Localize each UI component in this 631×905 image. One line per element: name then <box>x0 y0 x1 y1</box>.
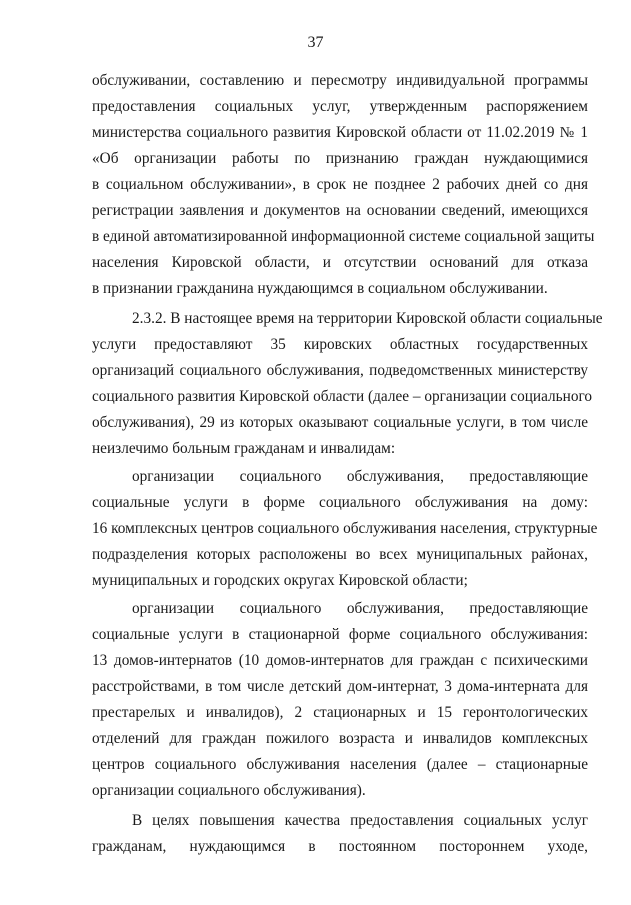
text-line: престарелых и инвалидов), 2 стационарных и 15 геронтологических <box>92 704 588 721</box>
text-line: предоставления социальных услуг, утвержденным распоряжением <box>92 98 588 115</box>
text-line: организации социального обслуживания, предоставляющие <box>132 600 588 617</box>
text-line: организации социального обслуживания, предоставляющие <box>132 468 588 485</box>
text-line: услуги предоставляют 35 кировских областных государственных <box>92 336 588 353</box>
text-line: отделений для граждан пожилого возраста и инвалидов комплексных <box>92 730 588 747</box>
text-line: в признании гражданина нуждающимся в социальном обслуживании. <box>92 280 548 297</box>
text-line: социальные услуги в стационарной форме социального обслуживания: <box>92 626 588 643</box>
text-line: 16 комплексных центров социального обслуживания населения, структурные <box>92 520 598 537</box>
text-line: в социальном обслуживании», в срок не позднее 2 рабочих дней со дня <box>92 176 588 193</box>
text-line: организаций социального обслуживания, подведомственных министерству <box>92 362 588 379</box>
text-line: 13 домов-интернатов (10 домов-интернатов для граждан с психическими <box>92 652 588 669</box>
text-line: населения Кировской области, и отсутствии оснований для отказа <box>92 254 588 271</box>
text-line: организации социального обслуживания). <box>92 782 366 799</box>
text-line: в единой автоматизированной информационной системе социальной защиты <box>92 228 595 245</box>
text-line: подразделения которых расположены во всех муниципальных районах, <box>92 546 588 563</box>
page-number: 37 <box>307 34 324 51</box>
text-line: В целях повышения качества предоставления социальных услуг <box>132 812 588 829</box>
text-line: гражданам, нуждающимся в постоянном постороннем уходе, <box>92 838 588 855</box>
text-line: регистрации заявления и документов на основании сведений, имеющихся <box>92 202 588 219</box>
text-line: муниципальных и городских округах Кировской области; <box>92 572 468 589</box>
text-line: центров социального обслуживания населения (далее – стационарные <box>92 756 588 773</box>
text-line: 2.3.2. В настоящее время на территории Кировской области социальные <box>132 310 603 327</box>
text-line: министерства социального развития Кировской области от 11.02.2019 № 1 <box>92 124 588 141</box>
text-line: обслуживания), 29 из которых оказывают социальные услуги, в том числе <box>92 414 588 431</box>
text-line: «Об организации работы по признанию граждан нуждающимися <box>92 150 588 167</box>
text-line: социального развития Кировской области (далее – организации социального <box>92 388 593 405</box>
text-line: обслуживании, составлению и пересмотру индивидуальной программы <box>92 72 588 89</box>
text-line: расстройствами, в том числе детский дом-интернат, 3 дома-интерната для <box>92 678 588 695</box>
text-line: социальные услуги в форме социального обслуживания на дому: <box>92 494 588 511</box>
text-line: неизлечимо больным гражданам и инвалидам: <box>92 440 396 457</box>
